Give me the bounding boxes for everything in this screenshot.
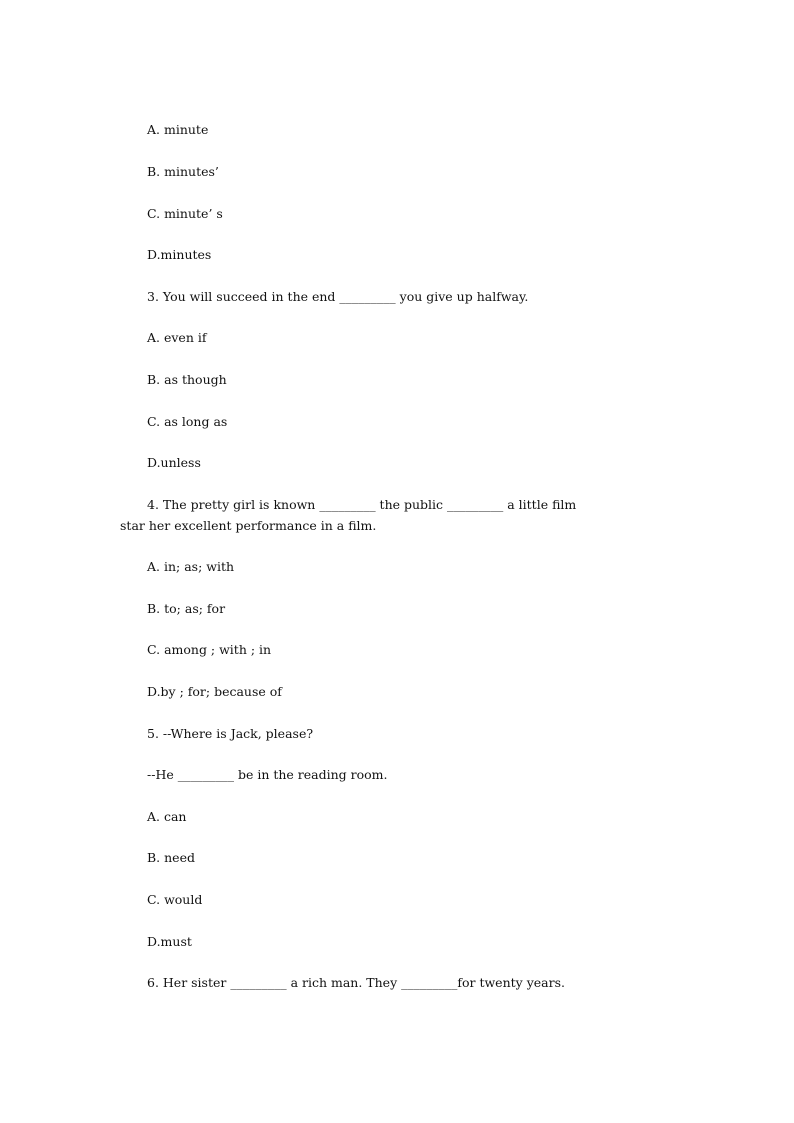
question-5: 5. --Where is Jack, please? <box>147 726 314 741</box>
q2-option-a: A. minute <box>147 122 209 137</box>
q5-option-a: A. can <box>147 809 187 824</box>
q4-option-d: D.by ; for; because of <box>147 684 282 699</box>
q4-option-b: B. to; as; for <box>147 601 226 616</box>
question-5-response: --He _________ be in the reading room. <box>147 767 388 782</box>
q4-option-a: A. in; as; with <box>147 559 235 574</box>
q4-option-c: C. among ; with ; in <box>147 642 272 657</box>
question-3: 3. You will succeed in the end _________ you give up halfway. <box>147 289 529 304</box>
q3-option-a: A. even if <box>147 330 207 345</box>
q3-option-b: B. as though <box>147 372 227 387</box>
q5-option-b: B. need <box>147 850 195 865</box>
question-6: 6. Her sister _________ a rich man. They _________for twenty years. <box>147 975 565 990</box>
q3-option-c: C. as long as <box>147 414 228 429</box>
q2-option-c: C. minute’ s <box>147 206 223 221</box>
q3-option-d: D.unless <box>147 455 201 470</box>
q5-option-d: D.must <box>147 934 192 949</box>
q2-option-b: B. minutes’ <box>147 164 219 179</box>
question-4: 4. The pretty girl is known _________ the public _________ a little film <box>147 497 577 512</box>
question-4-continued: star her excellent performance in a film. <box>120 518 377 533</box>
q2-option-d: D.minutes <box>147 247 212 262</box>
q5-option-c: C. would <box>147 892 203 907</box>
